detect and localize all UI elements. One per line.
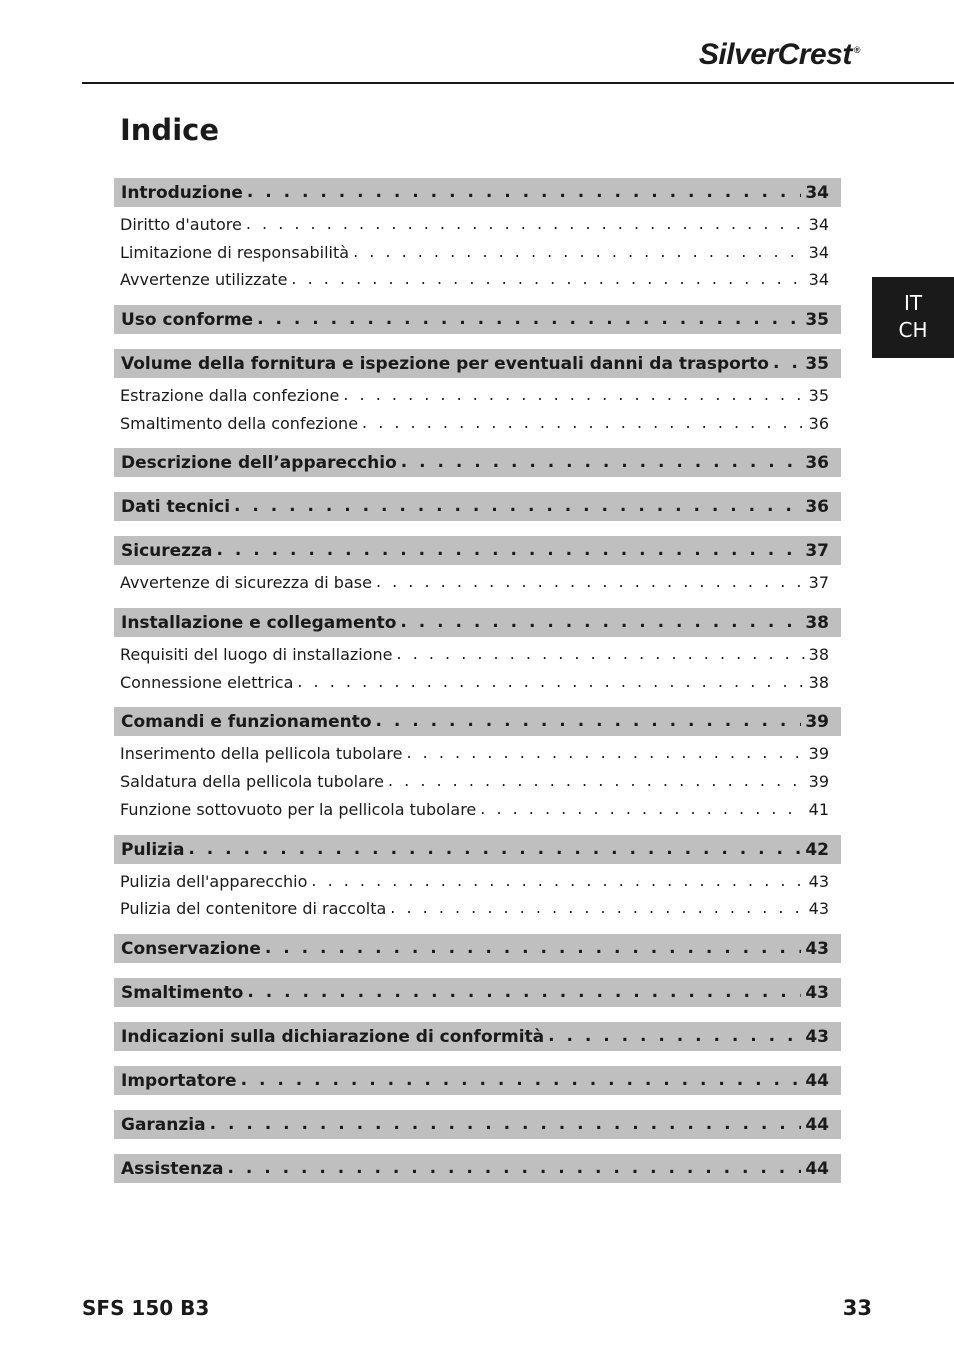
toc-section[interactable] xyxy=(114,1110,841,1139)
toc-entry[interactable] xyxy=(120,411,829,435)
toc-page-number: 41 xyxy=(808,799,829,819)
toc-label: Pulizia del contenitore di raccolta xyxy=(120,898,387,918)
toc-page-number: 39 xyxy=(808,743,829,763)
toc-page-number: 39 xyxy=(805,711,829,732)
toc-leader xyxy=(291,269,804,288)
toc-leader xyxy=(362,413,805,432)
toc-page-number: 42 xyxy=(805,839,829,860)
toc-label: Introduzione xyxy=(121,182,243,203)
toc-leader xyxy=(407,743,805,762)
toc-entry[interactable] xyxy=(120,642,829,666)
toc-leader xyxy=(397,644,805,663)
toc-label: Smaltimento xyxy=(121,982,244,1003)
toc-leader xyxy=(297,672,804,691)
toc-entry[interactable] xyxy=(120,769,829,793)
toc-section[interactable] xyxy=(114,1022,841,1051)
toc-leader xyxy=(234,496,801,516)
toc-page-number: 35 xyxy=(805,353,829,374)
toc-entry[interactable] xyxy=(120,896,829,920)
toc-label: Avvertenze di sicurezza di base xyxy=(120,572,372,592)
toc-page-number: 39 xyxy=(808,771,829,791)
toc-leader xyxy=(548,1026,801,1046)
toc-label: Conservazione xyxy=(121,938,261,959)
toc-label: Requisiti del luogo di installazione xyxy=(120,644,393,664)
toc-label: Descrizione dell’apparecchio xyxy=(121,452,397,473)
toc-label: Comandi e funzionamento xyxy=(121,711,372,732)
toc-entry[interactable] xyxy=(120,212,829,236)
toc-leader xyxy=(311,871,804,890)
toc-leader xyxy=(773,353,801,373)
language-tab xyxy=(872,277,954,358)
brand-logo xyxy=(699,38,860,72)
toc-entry[interactable] xyxy=(120,869,829,893)
toc-section[interactable] xyxy=(114,835,841,864)
toc-label: Installazione e collegamento xyxy=(121,612,397,633)
toc-entry[interactable] xyxy=(120,797,829,821)
toc-label: Inserimento della pellicola tubolare xyxy=(120,743,403,763)
header-rule xyxy=(82,82,954,84)
toc-section[interactable] xyxy=(114,934,841,963)
toc-section[interactable] xyxy=(114,448,841,477)
toc-leader xyxy=(480,799,804,818)
toc-page-number: 43 xyxy=(808,871,829,891)
toc-label: Volume della fornitura e ispezione per eventuali danni da trasporto xyxy=(121,353,769,374)
toc-leader xyxy=(343,385,804,404)
toc-leader xyxy=(216,540,801,560)
toc-label: Diritto d'autore xyxy=(120,214,242,234)
toc-label: Assistenza xyxy=(121,1158,224,1179)
toc-page-number: 34 xyxy=(808,242,829,262)
toc-label: Connessione elettrica xyxy=(120,672,294,692)
toc-page-number: 35 xyxy=(808,385,829,405)
page-title: Indice xyxy=(120,113,219,147)
language-code-it: IT xyxy=(903,291,923,315)
toc-page-number: 37 xyxy=(805,540,829,561)
toc-leader xyxy=(188,839,801,859)
toc-label: Limitazione di responsabilità xyxy=(120,242,350,262)
toc-label: Importatore xyxy=(121,1070,237,1091)
brand-registered-mark: ® xyxy=(853,45,860,55)
toc-leader xyxy=(241,1070,802,1090)
toc-entry[interactable] xyxy=(120,741,829,765)
toc-section[interactable] xyxy=(114,978,841,1007)
toc-label: Uso conforme xyxy=(121,309,254,330)
toc-page-number: 44 xyxy=(805,1158,829,1179)
toc-section[interactable] xyxy=(114,608,841,637)
toc-leader xyxy=(376,572,805,591)
toc-page-number: 35 xyxy=(805,309,829,330)
footer-model-number: SFS 150 B3 xyxy=(82,1296,210,1320)
toc-leader xyxy=(227,1158,801,1178)
toc-leader xyxy=(265,938,801,958)
toc-leader xyxy=(257,309,801,329)
toc-page-number: 44 xyxy=(805,1070,829,1091)
toc-label: Sicurezza xyxy=(121,540,213,561)
toc-leader xyxy=(401,452,802,472)
toc-entry[interactable] xyxy=(120,240,829,264)
toc-leader xyxy=(247,182,801,202)
toc-page-number: 34 xyxy=(808,214,829,234)
toc-leader xyxy=(376,711,802,731)
toc-section[interactable] xyxy=(114,349,841,378)
toc-section[interactable] xyxy=(114,1066,841,1095)
toc-label: Indicazioni sulla dichiarazione di conformità xyxy=(121,1026,545,1047)
toc-leader xyxy=(210,1114,802,1134)
toc-leader xyxy=(246,214,805,233)
toc-leader xyxy=(388,771,805,790)
toc-label: Garanzia xyxy=(121,1114,206,1135)
toc-page-number: 38 xyxy=(808,644,829,664)
toc-label: Avvertenze utilizzate xyxy=(120,269,288,289)
toc-label: Estrazione dalla confezione xyxy=(120,385,340,405)
toc-page-number: 38 xyxy=(805,612,829,633)
toc-page-number: 36 xyxy=(808,413,829,433)
toc-label: Funzione sottovuoto per la pellicola tubolare xyxy=(120,799,477,819)
toc-entry[interactable] xyxy=(120,570,829,594)
toc-page-number: 38 xyxy=(808,672,829,692)
toc-page-number: 43 xyxy=(805,938,829,959)
toc-label: Dati tecnici xyxy=(121,496,231,517)
toc-section[interactable] xyxy=(114,492,841,521)
toc-page-number: 43 xyxy=(805,982,829,1003)
toc-label: Saldatura della pellicola tubolare xyxy=(120,771,384,791)
toc-page-number: 44 xyxy=(805,1114,829,1135)
toc-leader xyxy=(247,982,801,1002)
brand-name: SilverCrest xyxy=(698,38,852,71)
toc-leader xyxy=(390,898,804,917)
toc-leader xyxy=(400,612,801,632)
footer-page-number: 33 xyxy=(842,1296,872,1320)
toc-page-number: 43 xyxy=(805,1026,829,1047)
toc-section[interactable] xyxy=(114,1154,841,1183)
toc-page-number: 36 xyxy=(805,496,829,517)
toc-label: Pulizia dell'apparecchio xyxy=(120,871,308,891)
toc-section[interactable] xyxy=(114,305,841,334)
toc-entry[interactable] xyxy=(120,670,829,694)
toc-label: Pulizia xyxy=(121,839,185,860)
toc-page-number: 34 xyxy=(805,182,829,203)
toc-page-number: 43 xyxy=(808,898,829,918)
toc-entry[interactable] xyxy=(120,383,829,407)
language-code-ch: CH xyxy=(898,318,928,342)
toc-entry[interactable] xyxy=(120,267,829,291)
toc-page-number: 34 xyxy=(808,269,829,289)
toc-section[interactable] xyxy=(114,536,841,565)
toc-leader xyxy=(353,242,805,261)
toc-label: Smaltimento della confezione xyxy=(120,413,359,433)
toc-section[interactable] xyxy=(114,178,841,207)
toc-page-number: 37 xyxy=(808,572,829,592)
toc-section[interactable] xyxy=(114,707,841,736)
toc-page-number: 36 xyxy=(805,452,829,473)
